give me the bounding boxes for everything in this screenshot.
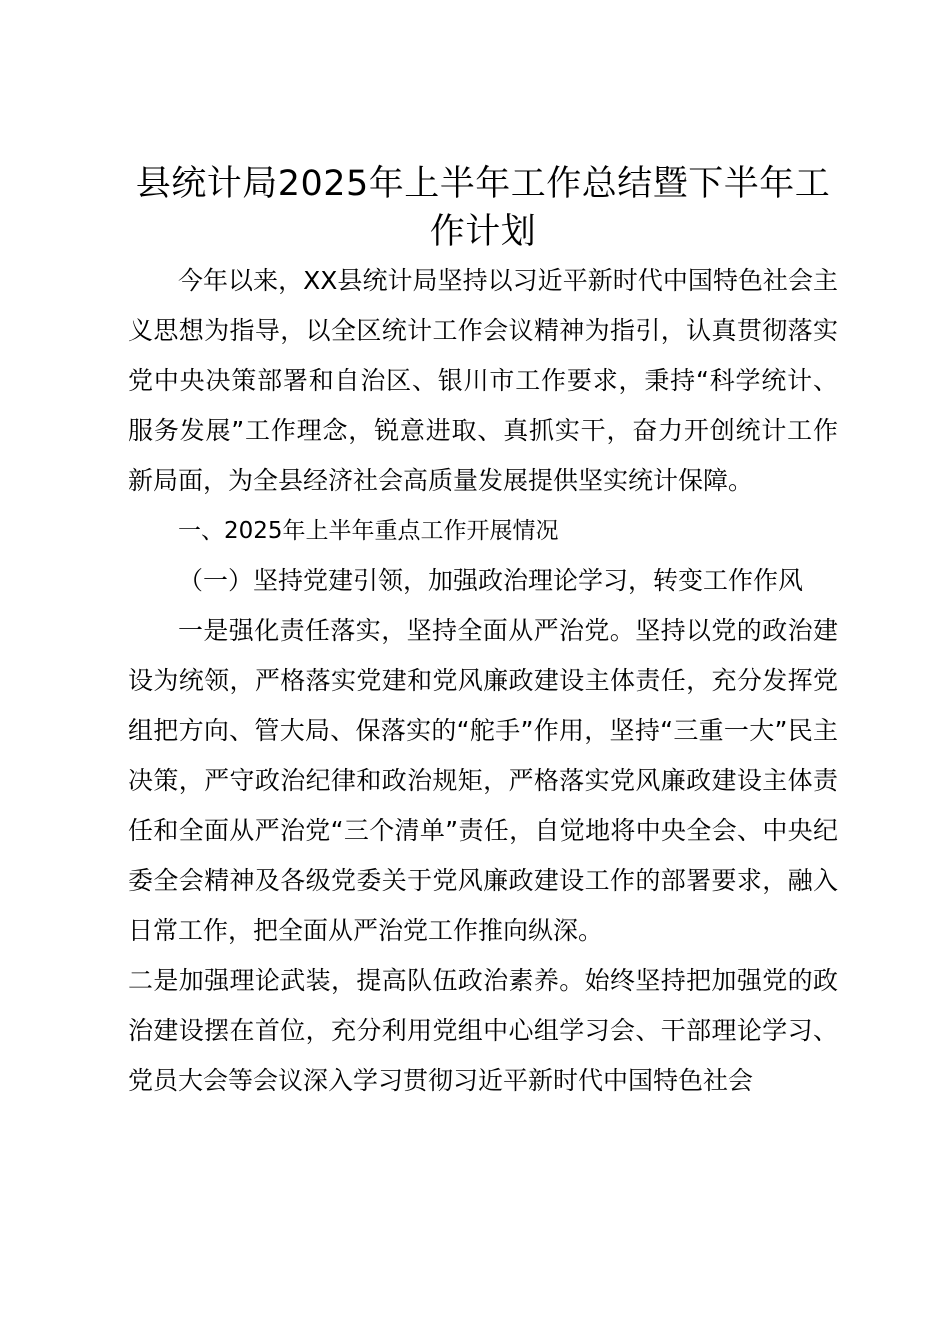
intro-paragraph: 今年以来，XX县统计局坚持以习近平新时代中国特色社会主义思想为指导，以全区统计工作会议精神为指引，认真贯彻落实党中央决策部署和自治区、银川市工作要求，秉持“科学统计、服务发展”工作理念，锐意进取、真抓实干，奋力开创统计工作新局面，为全县经济社会高质量发展提供坚实统计保障。 <box>128 266 838 495</box>
section-heading: 一、2025年上半年重点工作开展情况 <box>178 518 559 544</box>
item-one-text: 一是强化责任落实，坚持全面从严治党。坚持以党的政治建设为统领，严格落实党建和党风廉政建设主体责任，充分发挥党组把方向、管大局、保落实的“舵手”作用，坚持“三重一大”民主决策，严守政治纪律和政治规矩，严格落实党风廉政建设主体责任和全面从严治党“三个清单”责任，自觉地将中央全会、中央纪委全会精神及各级党委关于党风廉政建设工作的部署要求，融入日常工作，把全面从严治党工作推向纵深。 <box>128 616 838 945</box>
document-title: 县统计局2025年上半年工作总结暨下半年工作计划 <box>135 164 831 252</box>
subsection-heading: （一）坚持党建引领，加强政治理论学习，转变工作作风 <box>178 566 804 595</box>
item-two-text: 二是加强理论武装，提高队伍政治素养。始终坚持把加强党的政治建设摆在首位，充分利用党组中心组学习会、干部理论学习、党员大会等会议深入学习贯彻习近平新时代中国特色社会 <box>128 966 838 1095</box>
body-paragraph <box>128 606 838 1106</box>
document-page <box>128 160 838 1106</box>
